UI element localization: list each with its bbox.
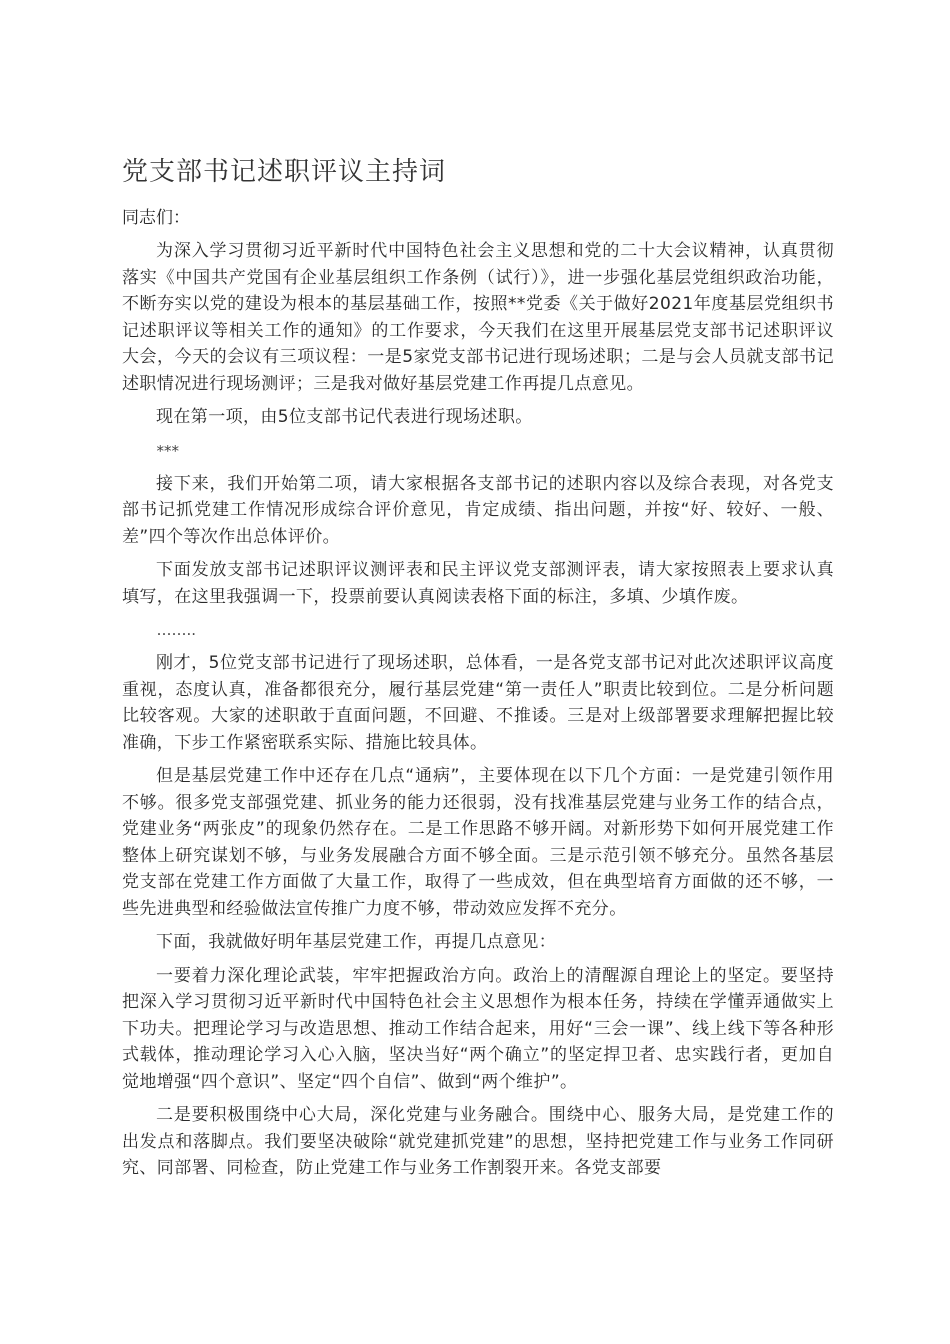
- omission-mark: ***: [156, 441, 179, 460]
- paragraph-intro: 为深入学习贯彻习近平新时代中国特色社会主义思想和党的二十大会议精神，认真贯彻落实《中国共产党国有企业基层组织工作条例（试行）》，进一步强化基层党组织政治功能，不断夯实以党的建设为根本的基层基础工作，按照**党委《关于做好2021年度基层党组织书记述职评议等相关工作的通知》的工作要求，今天我们在这里开展基层党支部书记述职评议大会，今天的会议有三项议程：一是5家党支部书记进行现场述职；二是与会人员就支部书记述职情况进行现场测评；三是我对做好基层党建工作再提几点意见。: [122, 241, 834, 394]
- document-title: 党支部书记述职评议主持词: [122, 157, 447, 187]
- paragraph-first-item: 现在第一项，由5位支部书记代表进行现场述职。: [156, 407, 533, 427]
- salutation: 同志们：: [122, 208, 190, 228]
- document-page: [122, 150, 834, 1189]
- paragraph-problems: 但是基层党建工作中还存在几点“通病”，主要体现在以下几个方面：一是党建引领作用不够。很多党支部强党建、抓业务的能力还很弱，没有找准基层党建与业务工作的结合点，党建业务“两张皮”的现象仍然存在。二是工作思路不够开阔。对新形势下如何开展党建工作整体上研究谋划不够，与业务发展融合方面不够全面。三是示范引领不够充分。虽然各基层党支部在党建工作方面做了大量工作，取得了一些成效，但在典型培育方面做的还不够，一些先进典型和经验做法宣传推广力度不够，带动效应发挥不充分。: [122, 766, 834, 919]
- paragraph-suggestion-two: 二是要积极围绕中心大局，深化党建与业务融合。围绕中心、服务大局，是党建工作的出发点和落脚点。我们要坚决破除“就党建抓党建”的思想，坚持把党建工作与业务工作同研究、同部署、同检查，防止党建工作与业务工作割裂开来。各党支部要: [122, 1105, 834, 1178]
- paragraph-second-item: 接下来，我们开始第二项，请大家根据各支部书记的述职内容以及综合表现，对各党支部书记抓党建工作情况形成综合评价意见，肯定成绩、指出问题，并按“好、较好、一般、差”四个等次作出总体评价。: [122, 473, 834, 547]
- paragraph-suggestion-one: 一要着力深化理论武装，牢牢把握政治方向。政治上的清醒源自理论上的坚定。要坚持把深入学习贯彻习近平新时代中国特色社会主义思想作为根本任务，持续在学懂弄通做实上下功夫。把理论学习与改造思想、推动工作结合起来，用好“三会一课”、线上线下等各种形式载体，推动理论学习入心入脑，坚决当好“两个确立”的坚定捍卫者、忠实践行者，更加自觉地增强“四个意识”、坚定“四个自信”、做到“两个维护”。: [122, 965, 834, 1092]
- paragraph-summary: 刚才，5位党支部书记进行了现场述职，总体看，一是各党支部书记对此次述职评议高度重视，态度认真，准备都很充分，履行基层党建“第一责任人”职责比较到位。二是分析问题比较客观。大家的述职敢于直面问题，不回避、不推诿。三是对上级部署要求理解把握比较准确，下步工作紧密联系实际、措施比较具体。: [122, 653, 834, 753]
- paragraph-suggestions-intro: 下面，我就做好明年基层党建工作，再提几点意见：: [156, 932, 557, 952]
- paragraph-ballot: 下面发放支部书记述职评议测评表和民主评议党支部测评表，请大家按照表上要求认真填写，在这里我强调一下，投票前要认真阅读表格下面的标注，多填、少填作废。: [122, 560, 834, 607]
- ellipsis-mark: ……..: [156, 621, 197, 639]
